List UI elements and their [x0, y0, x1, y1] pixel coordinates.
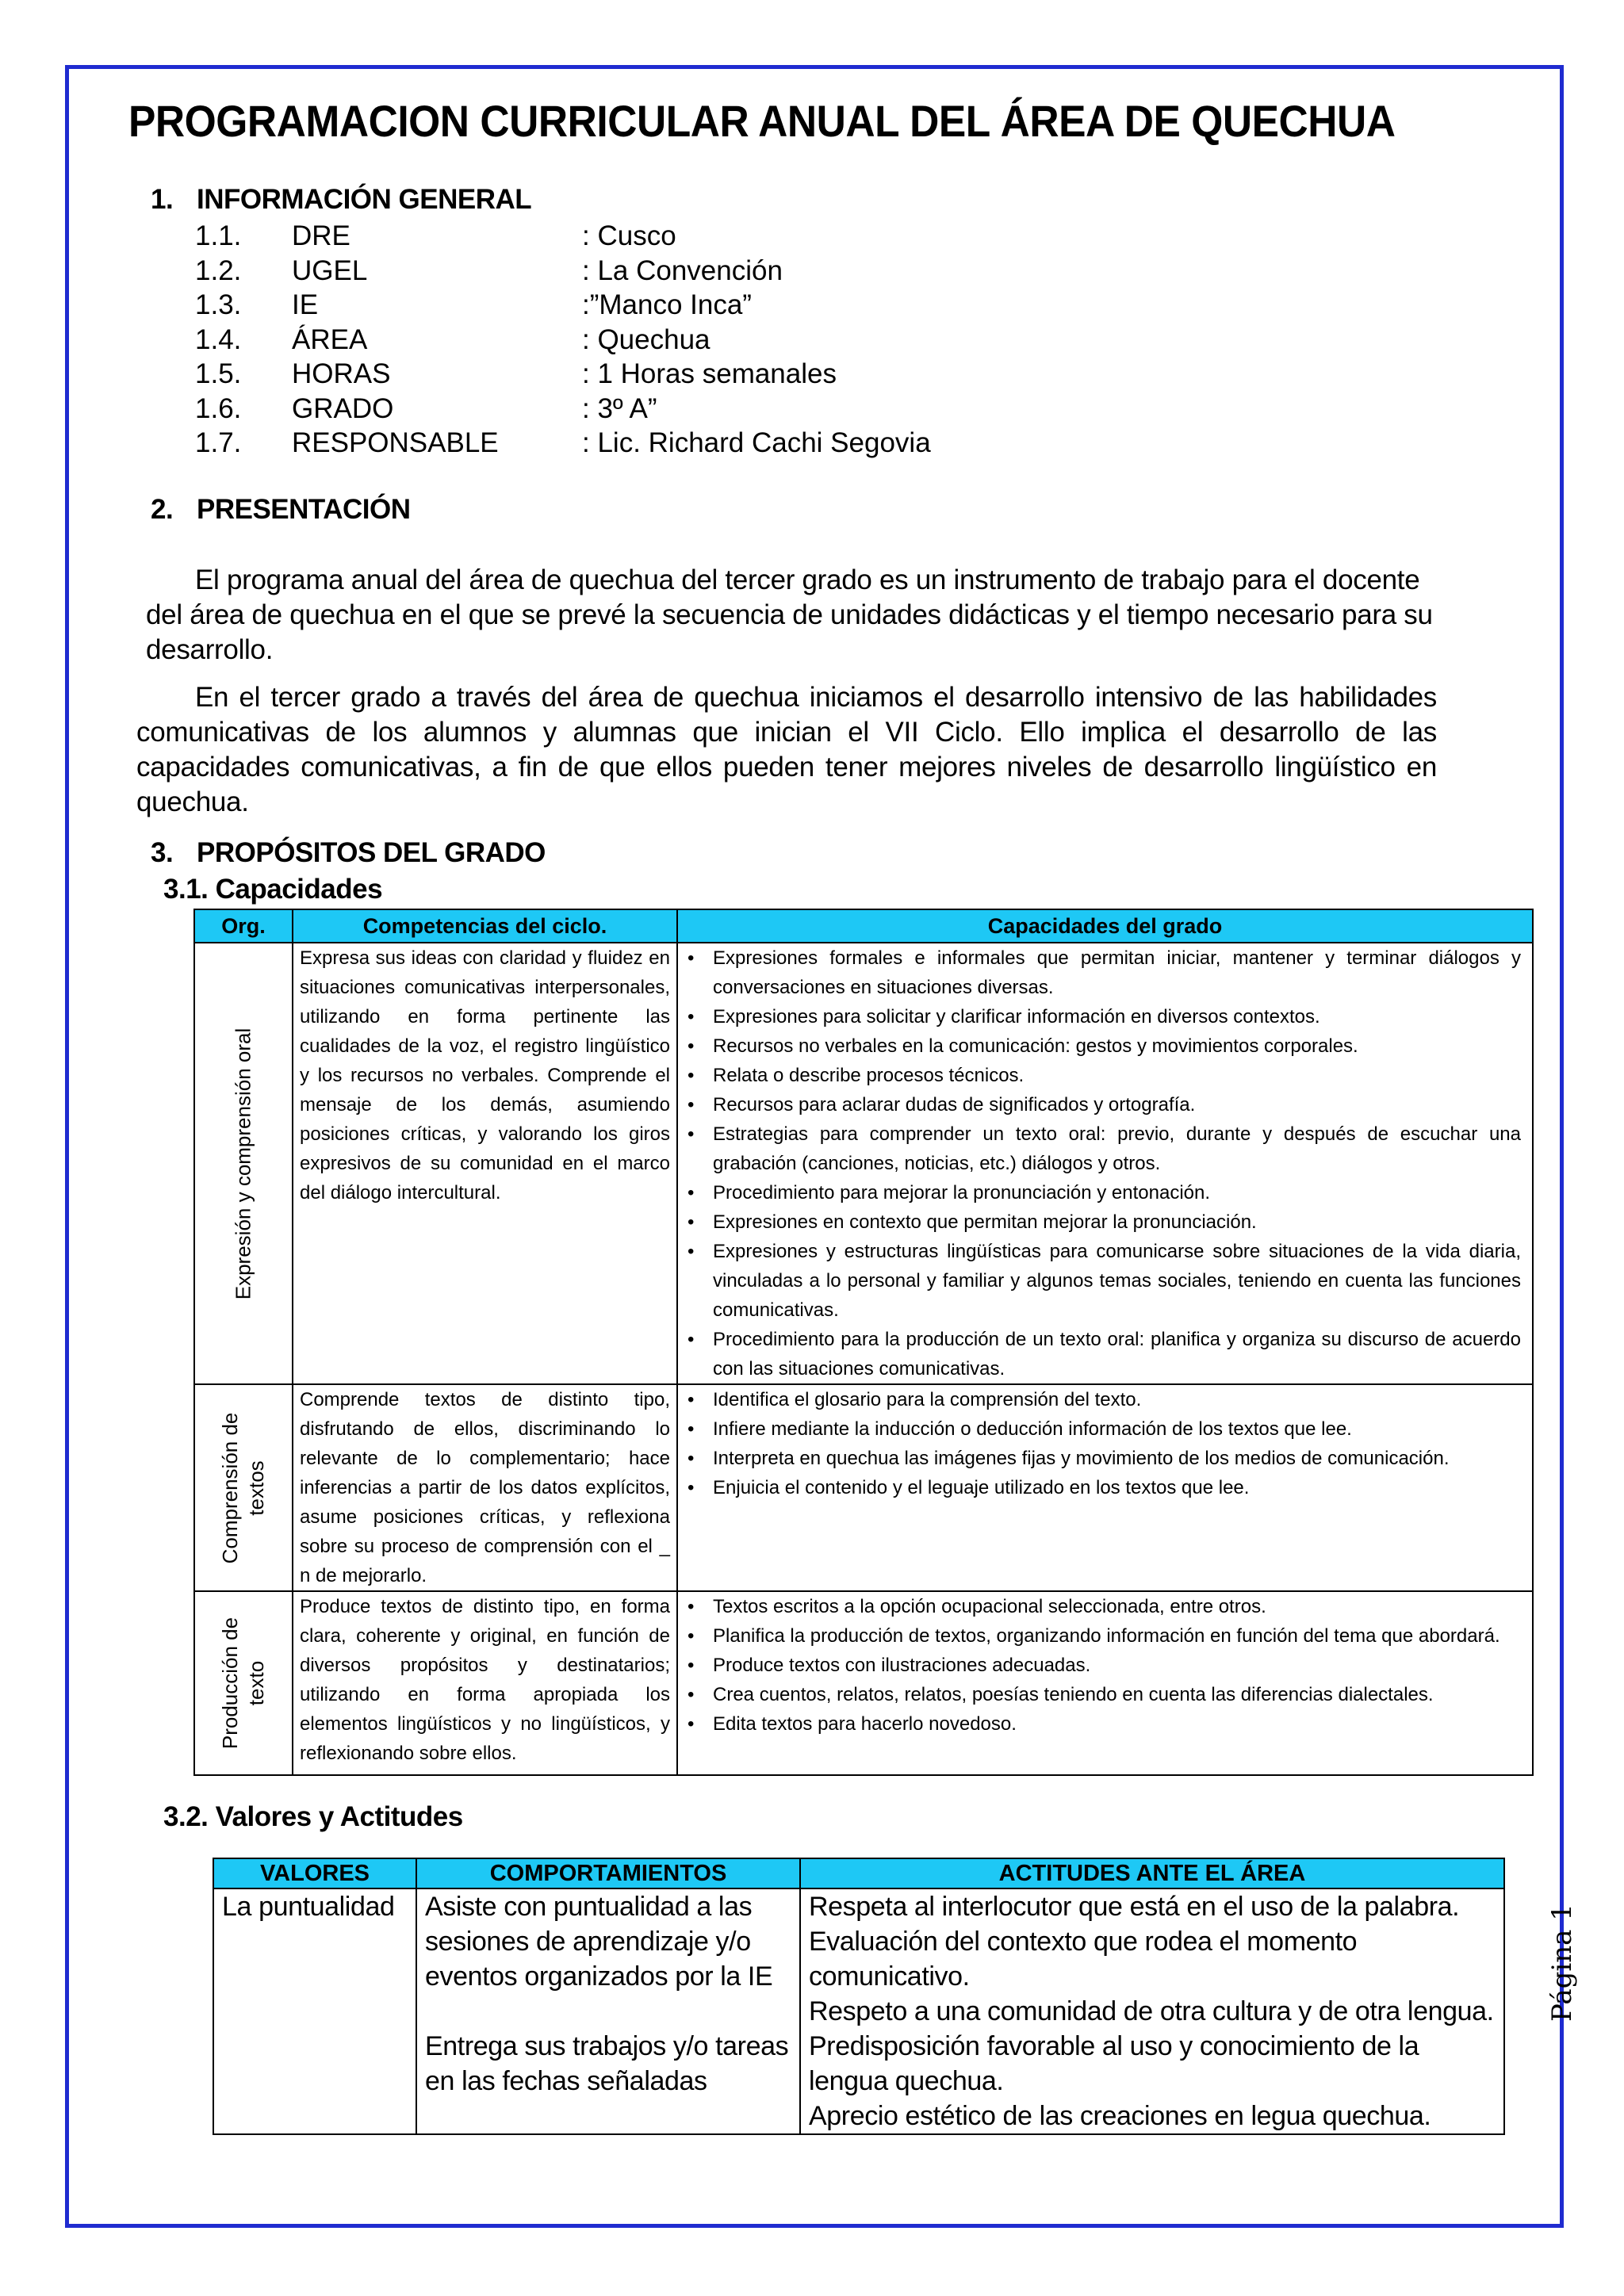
capacidad-text: Expresiones y estructuras lingüísticas para comunicarse sobre situaciones de la vida diaria, vinculadas a lo personal y familiar y algunos temas sociales, teniendo en cuenta las funciones comunicativas.	[713, 1241, 1521, 1321]
bullet-icon: •	[688, 1241, 695, 1262]
org-cell	[194, 943, 293, 1384]
capacidad-item	[678, 1090, 1521, 1119]
capacidad-text: Infiere mediante la inducción o deducción información de los textos que lee.	[713, 1418, 1352, 1440]
header-valores: VALORES	[213, 1858, 416, 1888]
section-3-heading	[151, 837, 546, 869]
capacidad-text: Planifica la producción de textos, organizando información en función del tema que abordará.	[713, 1625, 1500, 1647]
capacidad-text: Expresiones en contexto que permitan mejorar la pronunciación.	[713, 1211, 1257, 1233]
capacidad-item	[678, 1444, 1521, 1473]
bullet-icon: •	[688, 1094, 695, 1115]
capacidad-item	[678, 1178, 1521, 1207]
org-label: Comprensión de textos	[218, 1412, 268, 1563]
header-comportamientos: COMPORTAMIENTOS	[416, 1858, 800, 1888]
info-key: IE	[292, 289, 319, 320]
info-value: :”Manco Inca”	[582, 289, 752, 320]
info-number: 1.7.	[195, 427, 242, 458]
capacidades-table-header	[194, 909, 1533, 943]
org-cell	[194, 1384, 293, 1591]
capacidad-text: Recursos no verbales en la comunicación: gestos y movimientos corporales.	[713, 1035, 1358, 1057]
bullet-icon: •	[688, 1182, 695, 1203]
capacidades-cell	[677, 1384, 1533, 1591]
info-key: RESPONSABLE	[292, 427, 499, 458]
capacidad-text: Relata o describe procesos técnicos.	[713, 1065, 1025, 1086]
valores-table	[213, 1858, 1505, 2135]
capacidad-text: Expresiones para solicitar y clarificar información en diversos contextos.	[713, 1006, 1320, 1027]
capacidad-item	[678, 1709, 1521, 1739]
page-title: PROGRAMACION CURRICULAR ANUAL DEL ÁREA DE QUECHUA	[128, 96, 1396, 146]
header-capacidades: Capacidades del grado	[677, 909, 1533, 943]
capacidad-item	[678, 1031, 1521, 1061]
info-number: 1.6.	[195, 392, 242, 424]
section-1-heading	[151, 184, 531, 216]
capacidad-text: Identifica el glosario para la comprensión del texto.	[713, 1389, 1142, 1410]
capacidad-item	[678, 1651, 1521, 1680]
info-number: 1.1.	[195, 220, 242, 251]
bullet-icon: •	[688, 1684, 695, 1705]
capacidad-text: Procedimiento para mejorar la pronunciación y entonación.	[713, 1182, 1211, 1203]
competencias-cell: Produce textos de distinto tipo, en forma clara, coherente y original, en función de diversos propósitos y destinatarios; utilizando en forma apropiada los elementos lingüísticos y no lingüísticos, y reflexionando sobre ellos.	[293, 1591, 677, 1775]
info-value: : Quechua	[582, 323, 710, 355]
bullet-icon: •	[688, 947, 695, 969]
info-key: HORAS	[292, 358, 391, 389]
info-value: : 3º A”	[582, 392, 657, 424]
subsection-capacidades-heading: 3.1. Capacidades	[163, 874, 383, 905]
capacidad-item	[678, 1061, 1521, 1090]
section-2-title: PRESENTACIÓN	[197, 494, 411, 525]
bullet-icon: •	[688, 1477, 695, 1498]
competencias-cell: Expresa sus ideas con claridad y fluidez en situaciones comunicativas interpersonales, utilizando en forma pertinente las cualidades de la voz, el registro lingüístico y los recursos no verbales. Comprende el mensaje de los demás, asumiendo posiciones críticas, y valorando los giros expresivos de su comunidad en el marco del diálogo intercultural.	[293, 943, 677, 1384]
header-competencias: Competencias del ciclo.	[293, 909, 677, 943]
capacidad-text: Recursos para aclarar dudas de significados y ortografía.	[713, 1094, 1196, 1115]
section-3-title: PROPÓSITOS DEL GRADO	[197, 837, 546, 868]
capacidad-text: Crea cuentos, relatos, relatos, poesías teniendo en cuenta las diferencias dialectales.	[713, 1684, 1434, 1705]
capacidad-item	[678, 1592, 1521, 1621]
capacidad-item	[678, 1119, 1521, 1178]
info-key: GRADO	[292, 392, 394, 424]
bullet-icon: •	[688, 1123, 695, 1145]
comportamiento-item: Asiste con puntualidad a las sesiones de aprendizaje y/o eventos organizados por la IE	[425, 1892, 773, 1992]
capacidad-item	[678, 1385, 1521, 1414]
capacidad-text: Edita textos para hacerlo novedoso.	[713, 1713, 1017, 1735]
table-row	[213, 1888, 1504, 2134]
actitudes-cell	[800, 1888, 1504, 2134]
capacidad-item	[678, 1680, 1521, 1709]
section-3-number: 3.	[151, 837, 174, 868]
section-2-number: 2.	[151, 494, 174, 525]
info-value: : Cusco	[582, 220, 676, 251]
presentation-paragraph-2: En el tercer grado a través del área de quechua iniciamos el desarrollo intensivo de las habilidades comunicativas de los alumnos y alumnas que inician el VII Ciclo. Ello implica el desarrollo de las capacidades comunicativas, a fin de que ellos pueden tener mejores niveles de desarrollo lingüístico en quechua.	[136, 682, 1437, 817]
capacidades-table	[193, 909, 1534, 1776]
valor-cell: La puntualidad	[213, 1888, 416, 2134]
bullet-icon: •	[688, 1065, 695, 1086]
bullet-icon: •	[688, 1713, 695, 1735]
section-1-title: INFORMACIÓN GENERAL	[197, 184, 532, 215]
header-org: Org.	[194, 909, 293, 943]
actitud-item: Evaluación del contexto que rodea el momento comunicativo.	[809, 1927, 1358, 1992]
valores-table-header	[213, 1858, 1504, 1888]
table-row	[194, 1384, 1533, 1591]
capacidad-item	[678, 1414, 1521, 1444]
comportamiento-item: Entrega sus trabajos y/o tareas en las fechas señaladas	[425, 2031, 789, 2096]
info-number: 1.2.	[195, 254, 242, 286]
bullet-icon: •	[688, 1211, 695, 1233]
actitud-item: Aprecio estético de las creaciones en legua quechua.	[809, 2101, 1431, 2131]
bullet-icon: •	[688, 1418, 695, 1440]
capacidad-item	[678, 943, 1521, 1002]
info-key: UGEL	[292, 254, 368, 286]
bullet-icon: •	[688, 1389, 695, 1410]
capacidad-text: Expresiones formales e informales que permitan iniciar, mantener y terminar diálogos y conversaciones en situaciones diversas.	[713, 947, 1521, 998]
capacidades-cell	[677, 943, 1533, 1384]
info-number: 1.4.	[195, 323, 242, 355]
comportamientos-cell	[416, 1888, 800, 2134]
bullet-icon: •	[688, 1625, 695, 1647]
bullet-icon: •	[688, 1006, 695, 1027]
capacidad-text: Enjuicia el contenido y el leguaje utilizado en los textos que lee.	[713, 1477, 1250, 1498]
info-value: : La Convención	[582, 254, 783, 286]
capacidad-item	[678, 1325, 1521, 1383]
capacidad-text: Interpreta en quechua las imágenes fijas y movimiento de los medios de comunicación.	[713, 1448, 1450, 1469]
capacidad-item	[678, 1237, 1521, 1325]
info-key: DRE	[292, 220, 350, 251]
capacidad-text: Procedimiento para la producción de un texto oral: planifica y organiza su discurso de acuerdo con las situaciones comunicativas.	[713, 1329, 1521, 1380]
capacidades-cell	[677, 1591, 1533, 1775]
bullet-icon: •	[688, 1596, 695, 1617]
capacidad-item	[678, 1002, 1521, 1031]
info-key: ÁREA	[292, 323, 368, 355]
page-number: Página 1	[1546, 1904, 1578, 2022]
capacidad-text: Produce textos con ilustraciones adecuadas.	[713, 1655, 1091, 1676]
info-number: 1.5.	[195, 358, 242, 389]
actitud-item: Respeta al interlocutor que está en el uso de la palabra.	[809, 1892, 1460, 1922]
bullet-icon: •	[688, 1035, 695, 1057]
actitud-item: Predisposición favorable al uso y conocimiento de la lengua quechua.	[809, 2031, 1419, 2096]
competencias-cell: Comprende textos de distinto tipo, disfrutando de ellos, discriminando lo relevante de lo complementario; hace inferencias a partir de los datos explícitos, asume posiciones críticas, y reflexiona sobre su proceso de comprensión con el _ n de mejorarlo.	[293, 1384, 677, 1591]
capacidad-text: Textos escritos a la opción ocupacional seleccionada, entre otros.	[713, 1596, 1266, 1617]
bullet-icon: •	[688, 1655, 695, 1676]
section-2-heading	[151, 494, 411, 526]
info-value: : 1 Horas semanales	[582, 358, 837, 389]
capacidad-text: Estrategias para comprender un texto oral: previo, durante y después de escuchar una grabación (canciones, noticias, etc.) diálogos y otros.	[713, 1123, 1521, 1174]
table-row	[194, 943, 1533, 1384]
info-value: : Lic. Richard Cachi Segovia	[582, 427, 931, 458]
subsection-valores-heading: 3.2. Valores y Actitudes	[163, 1801, 463, 1832]
table-row	[194, 1591, 1533, 1775]
capacidad-item	[678, 1473, 1521, 1502]
bullet-icon: •	[688, 1448, 695, 1469]
presentation-paragraph-1: El programa anual del área de quechua del tercer grado es un instrumento de trabajo para el docente del área de quechua en el que se prevé la secuencia de unidades didácticas y el tiempo necesario para su desarrollo.	[146, 564, 1433, 665]
header-actitudes: ACTITUDES ANTE EL ÁREA	[800, 1858, 1504, 1888]
org-label: Expresión y comprensión oral	[231, 1027, 255, 1299]
capacidad-item	[678, 1207, 1521, 1237]
info-number: 1.3.	[195, 289, 242, 320]
org-label: Producción de texto	[218, 1617, 268, 1750]
section-1-number: 1.	[151, 184, 174, 215]
bullet-icon: •	[688, 1329, 695, 1350]
org-cell	[194, 1591, 293, 1775]
actitud-item: Respeto a una comunidad de otra cultura y de otra lengua.	[809, 1996, 1494, 2026]
capacidad-item	[678, 1621, 1521, 1651]
